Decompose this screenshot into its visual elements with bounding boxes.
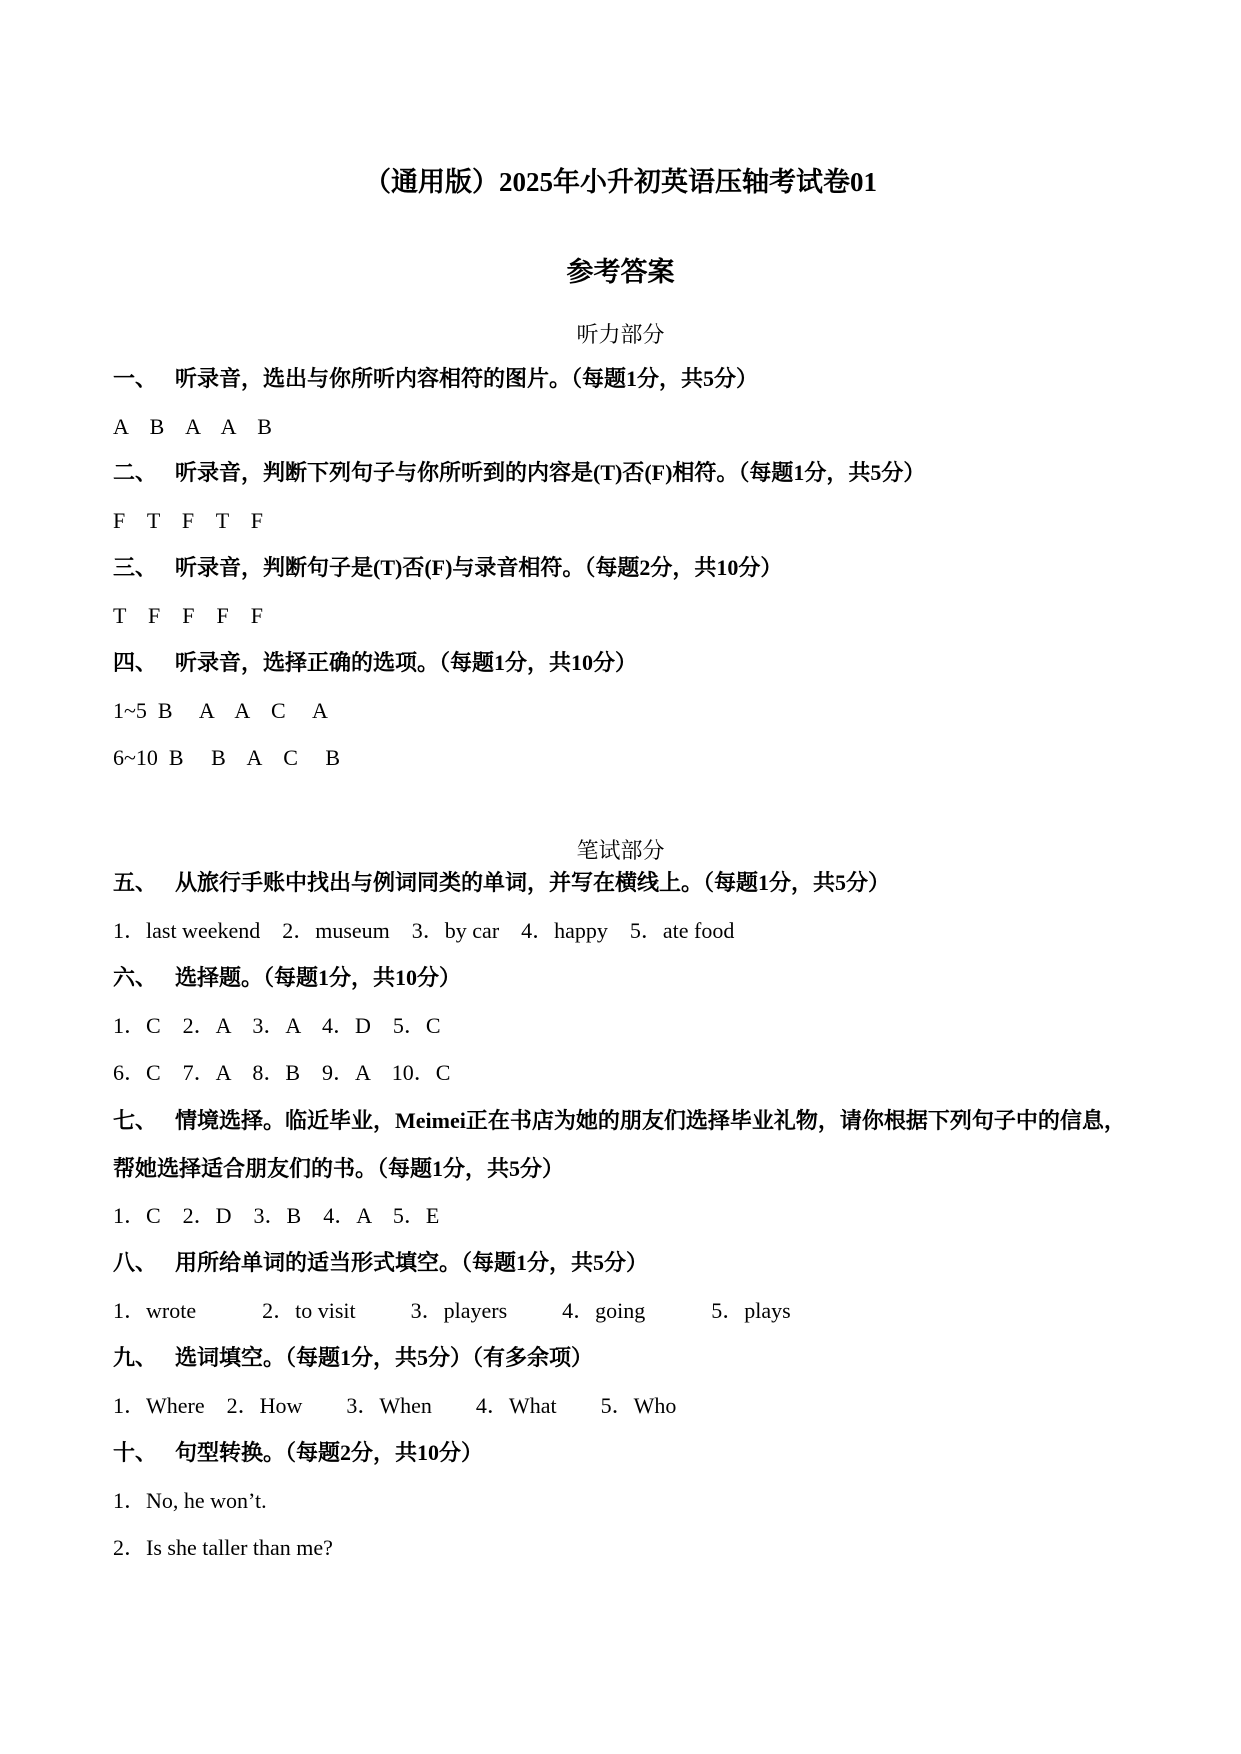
question-3-heading [113,553,1128,583]
question-text: 用所给单词的适当形式填空。（每题1分，共5分） [175,1250,649,1275]
question-6-heading [113,963,1128,993]
question-text: 从旅行手账中找出与例词同类的单词，并写在横线上。（每题1分，共5分） [175,870,891,895]
question-7-heading [113,1097,1128,1193]
question-text: 听录音，判断句子是(T)否(F)与录音相符。（每题2分，共10分） [175,555,783,580]
question-4-answer-line-1: 1~5 B A A C A [113,698,328,723]
question-9-answer: 1．Where 2．How 3．When 4．What 5．Who [113,1393,677,1418]
question-5-answer: 1．last weekend 2．museum 3．by car 4．happy 5．ate food [113,918,735,943]
question-10-answer-line-1: 1．No, he won’t. [113,1488,267,1513]
question-number: 九、 [113,1345,158,1370]
listening-heading: 听力部分 [576,322,665,347]
question-8-answer: 1．wrote 2．to visit 3．players 4．going 5．plays [113,1298,791,1323]
question-text: 句型转换。（每题2分，共10分） [175,1440,484,1465]
question-number: 五、 [113,870,158,895]
question-8-heading [113,1248,1128,1278]
question-number: 八、 [113,1250,158,1275]
question-text: 听录音，选出与你所听内容相符的图片。（每题1分，共5分） [175,366,759,391]
question-number: 一、 [113,366,158,391]
question-text: 情境选择。临近毕业，Meimei正在书店为她的朋友们选择毕业礼物，请你根据下列句子中的信息，帮她选择适合朋友们的书。（每题1分，共5分） [113,1108,1126,1181]
question-4-heading [113,648,1128,678]
question-text: 选择题。（每题1分，共10分） [175,965,462,990]
question-4-answer-line-2: 6~10 B B A C B [113,745,341,770]
question-number: 三、 [113,555,158,580]
document-subtitle: 参考答案 [566,257,675,287]
question-2-answer: F T F T F [113,508,263,533]
question-2-heading [113,458,1128,488]
written-heading: 笔试部分 [576,838,665,863]
question-6-answer-line-1: 1．C 2．A 3．A 4．D 5．C [113,1013,441,1038]
question-10-heading [113,1438,1128,1468]
question-7-answer: 1．C 2．D 3．B 4．A 5．E [113,1203,440,1228]
document-title: （通用版）2025年小升初英语压轴考试卷01 [364,167,877,197]
question-10-answer-line-2: 2．Is she taller than me? [113,1535,333,1560]
question-number: 二、 [113,460,158,485]
question-5-heading [113,868,1128,898]
question-3-answer: T F F F F [113,603,263,628]
question-1-answer: A B A A B [113,414,272,439]
question-number: 六、 [113,965,158,990]
question-number: 四、 [113,650,158,675]
question-9-heading [113,1343,1128,1373]
question-text: 选词填空。（每题1分，共5分）（有多余项） [175,1345,594,1370]
question-text: 听录音，选择正确的选项。（每题1分，共10分） [175,650,638,675]
question-number: 十、 [113,1440,158,1465]
question-number: 七、 [113,1108,158,1133]
question-6-answer-line-2: 6．C 7．A 8．B 9．A 10．C [113,1060,451,1085]
question-1-heading [113,364,1128,394]
question-text: 听录音，判断下列句子与你所听到的内容是(T)否(F)相符。（每题1分，共5分） [175,460,926,485]
